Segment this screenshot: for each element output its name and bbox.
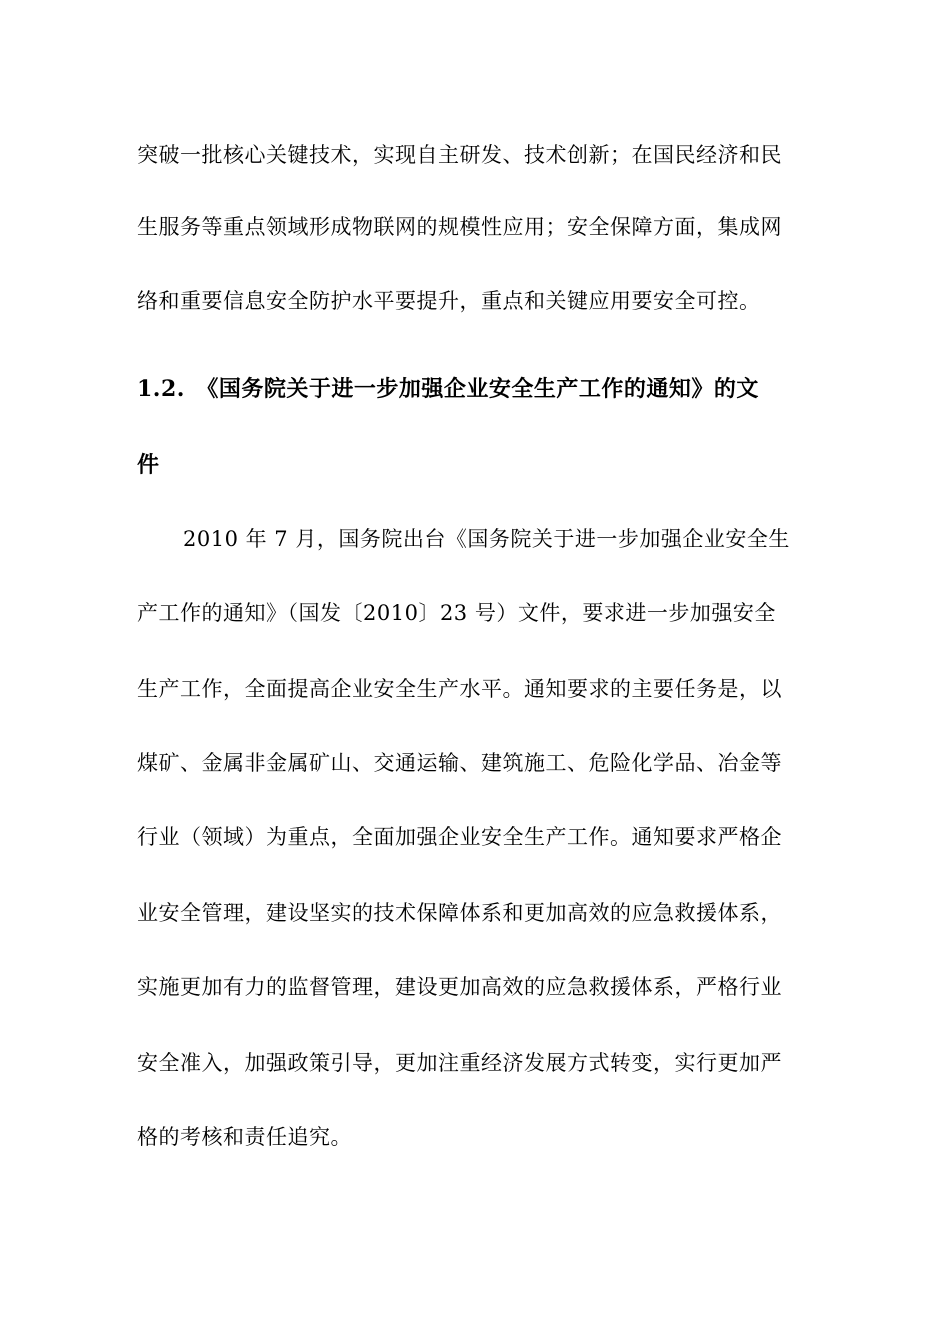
paragraph-line: 产工作的通知》（国发〔2010〕23 号）文件，要求进一步加强安全 [137,601,776,625]
paragraph-line: 实施更加有力的监督管理，建设更加高效的应急救援体系，严格行业 [137,975,782,999]
paragraph-line: 生服务等重点领域形成物联网的规模性应用；安全保障方面，集成网 [137,215,782,239]
paragraph-line: 格的考核和责任追究。 [137,1125,352,1149]
paragraph-line: 业安全管理，建设坚实的技术保障体系和更加高效的应急救援体系， [137,901,782,925]
paragraph-line: 煤矿、金属非金属矿山、交通运输、建筑施工、危险化学品、冶金等 [137,751,782,775]
paragraph-line: 络和重要信息安全防护水平要提升，重点和关键应用要安全可控。 [137,289,761,313]
section-heading-line: 1.2. 《国务院关于进一步加强企业安全生产工作的通知》的文 [137,376,759,402]
section-heading-line: 件 [137,452,160,478]
paragraph-line: 行业（领域）为重点，全面加强企业安全生产工作。通知要求严格企 [137,825,782,849]
paragraph-line: 安全准入，加强政策引导，更加注重经济发展方式转变，实行更加严 [137,1051,782,1075]
paragraph-line: 突破一批核心关键技术，实现自主研发、技术创新；在国民经济和民 [137,143,782,167]
paragraph-line: 2010 年 7 月，国务院出台《国务院关于进一步加强企业安全生 [183,527,790,551]
paragraph-line: 生产工作，全面提高企业安全生产水平。通知要求的主要任务是，以 [137,677,782,701]
